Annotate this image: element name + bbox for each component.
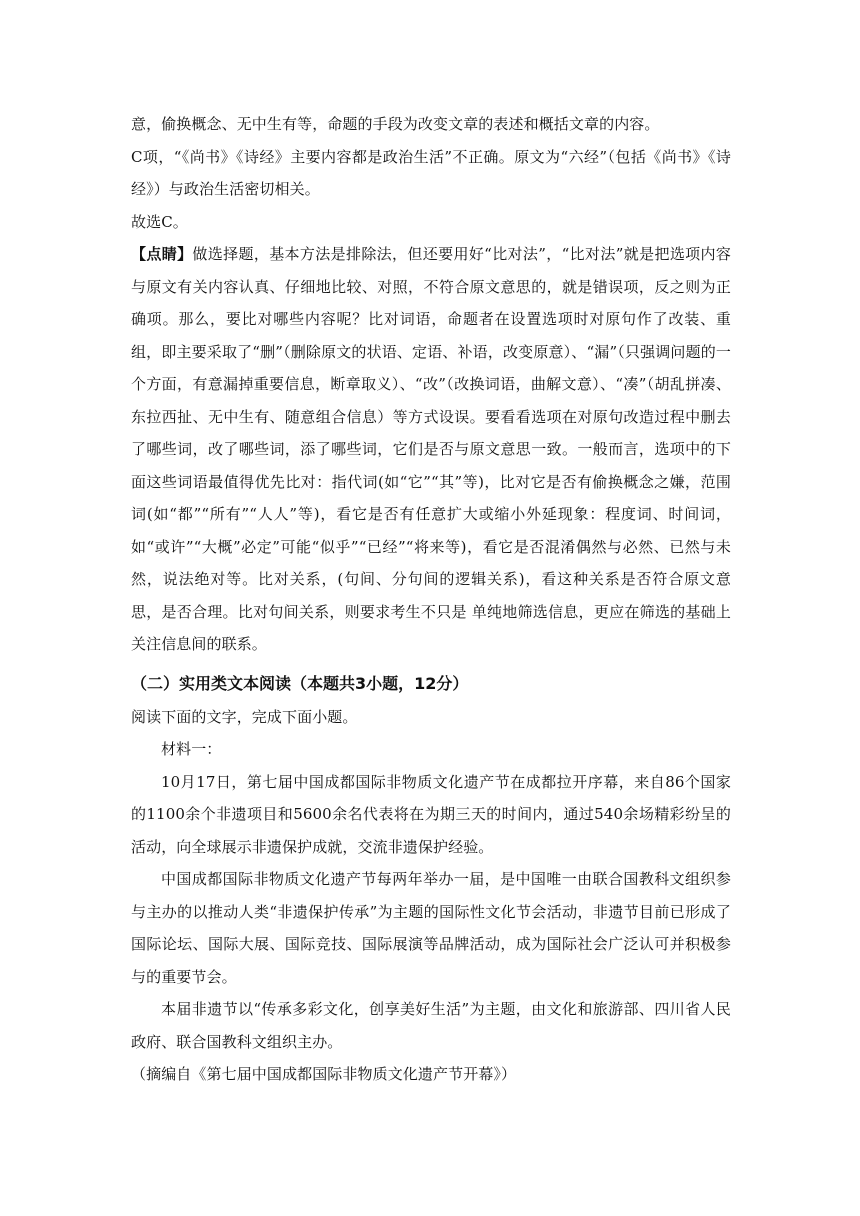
tip-label: 【点睛】 bbox=[131, 245, 193, 263]
section-title: （二）实用类文本阅读（本题共3小题，12分） bbox=[131, 673, 469, 693]
analysis-tip bbox=[131, 238, 731, 661]
material-source: （摘编自《第七届中国成都国际非物质文化遗产节开幕》） bbox=[131, 1065, 517, 1083]
material-one bbox=[131, 733, 731, 1091]
analysis-answer: 故选C。 bbox=[131, 212, 188, 231]
material-label: 材料一： bbox=[161, 740, 222, 758]
material-paragraph: 中国成都国际非物质文化遗产节每两年举办一届，是中国唯一由联合国教科文组织参与主办的以推动人类“非遗保护传承”为主题的国际性文化节会活动，非遗节目前已形成了国际论坛、国际大展、国际竞技、国际展演等品牌活动，成为国际社会广泛认可并积极参与的重要节会。 bbox=[131, 870, 731, 986]
tip-text: 做选择题，基本方法是排除法，但还要用好“比对法”，“比对法”就是把选项内容与原文有关内容认真、仔细地比较、对照，不符合原文意思的，就是错误项，反之则为正确项。那么，要比对哪些内容呢？比对词语，命题者在设置选项时对原句作了改装、重组，即主要采取了“删”（删除原文的状语、定语、补语，改变原意）、“漏”（只强调问题的一个方面，有意漏掉重要信息，断章取义）、“改”（改换词语，曲解文意）、“凑”（胡乱拼凑、东拉西扯、无中生有、随意组合信息）等方式设误。要看看选项在对原句改造过程中删去了哪些词，改了哪些词，添了哪些词，它们是否与原文意思一致。一般而言，选项中的下面这些词语最值得优先比对：指代词(如“它”“其”等)，比对它是否有偷换概念之嫌，范围词(如“都”“所有”“人人”等)，看它是否有任意扩大或缩小外延现象：程度词、时间词，如“或许”“大概”必定”可能“似乎”“已经”“将来等)，看它是否混淆偶然与必然、已然与未然，说法绝对等。比对关系，(句间、分句间的逻辑关系)，看这种关系是否符合原文意思，是否合理。比对句间关系，则要求考生不只是 单纯地筛选信息，更应在筛选的基础上关注信息间的联系。 bbox=[131, 245, 731, 653]
material-paragraph: 本届非遗节以“传承多彩文化，创享美好生活”为主题，由文化和旅游部、四川省人民政府、联合国教科文组织主办。 bbox=[131, 1000, 731, 1051]
analysis-option-c: C项，“《尚书》《诗经》主要内容都是政治生活”不正确。原文为“六经”（包括《尚书》《诗经》）与政治生活密切相关。 bbox=[131, 147, 731, 198]
document-page bbox=[131, 108, 731, 1091]
section-instruction: 阅读下面的文字，完成下面小题。 bbox=[131, 707, 358, 726]
material-paragraph: 10月17日，第七届中国成都国际非物质文化遗产节在成都拉开序幕，来自86个国家的1100余个非遗项目和5600余名代表将在为期三天的时间内，通过540余场精彩纷呈的活动，向全球展示非遗保护成就，交流非遗保护经验。 bbox=[131, 772, 731, 856]
analysis-intro-line: 意，偷换概念、无中生有等，命题的手段为改变文章的表述和概括文章的内容。 bbox=[131, 115, 660, 133]
